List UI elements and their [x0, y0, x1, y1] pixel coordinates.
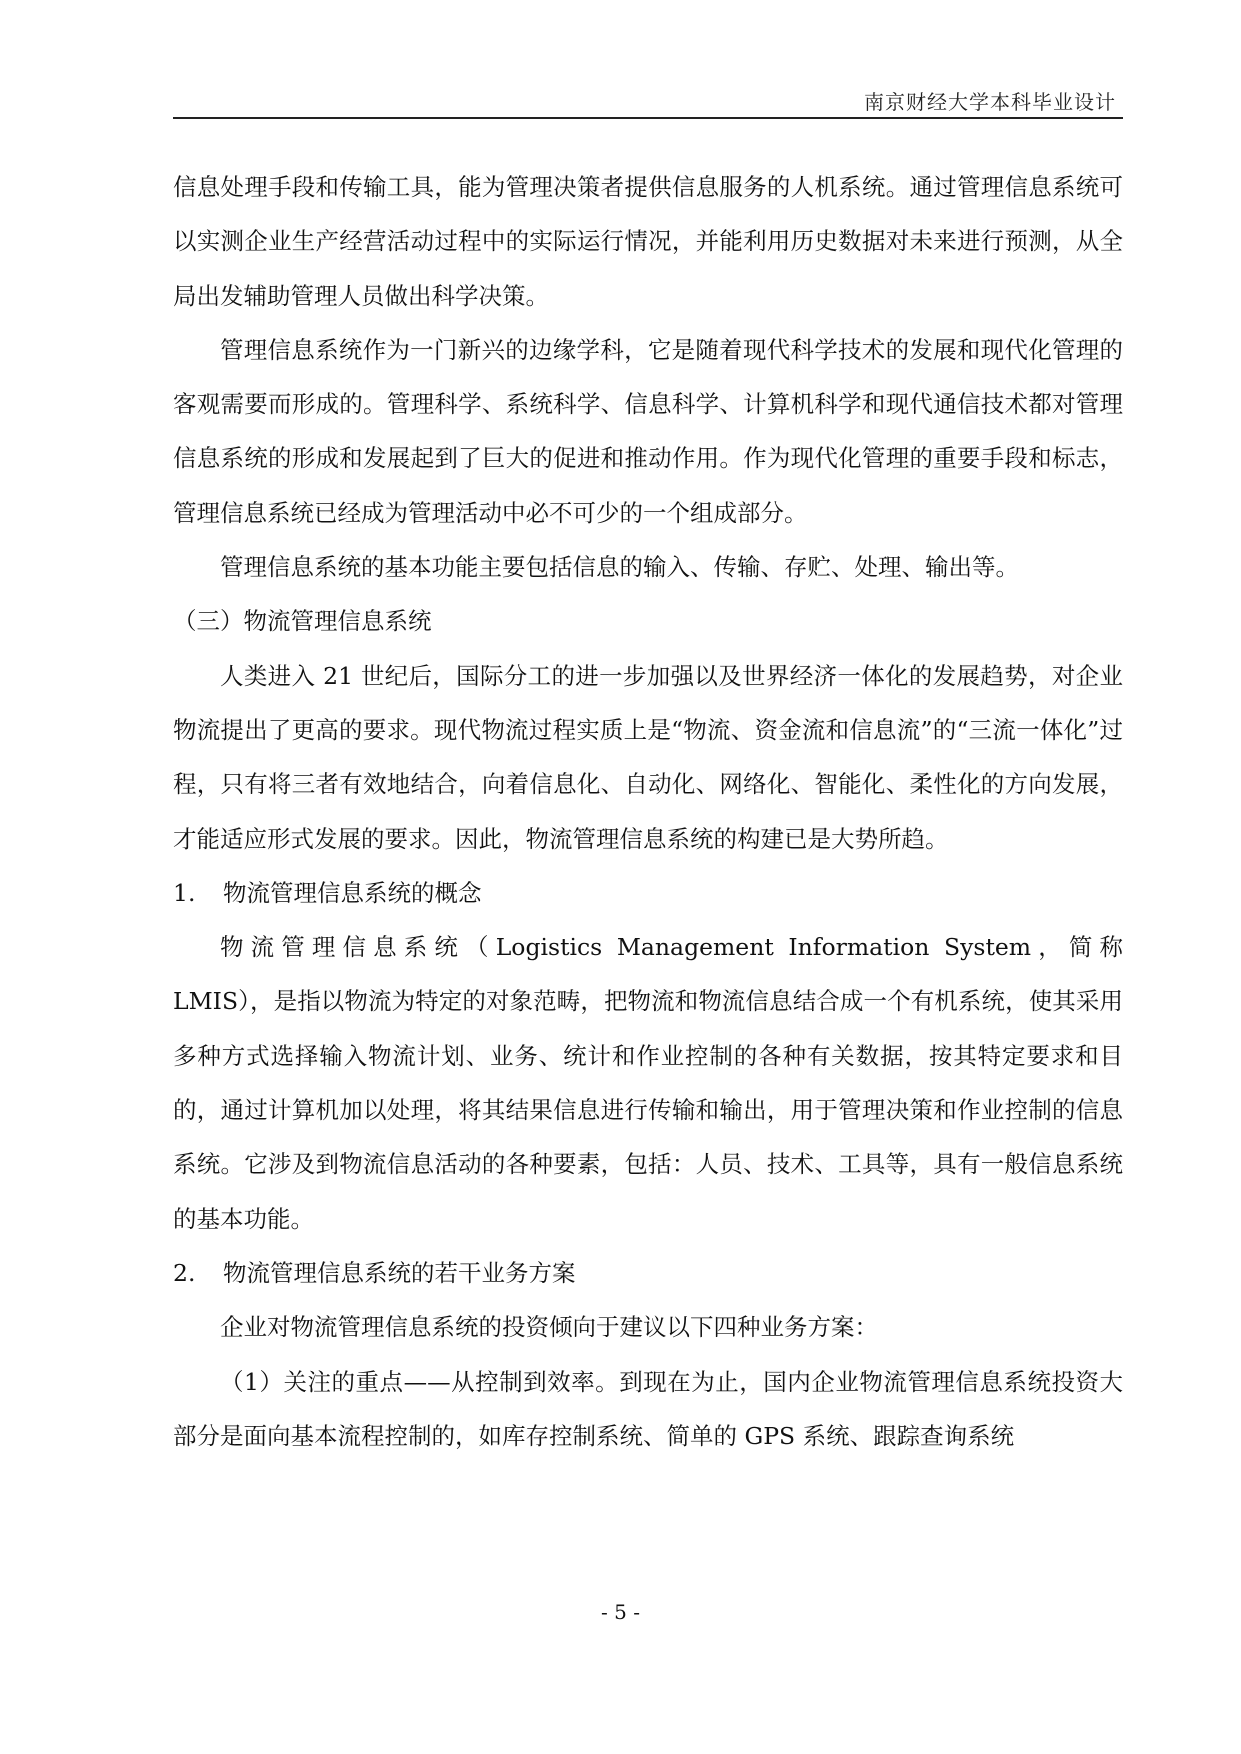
- paragraph: 物流管理信息系统（Logistics Management Information System，简称 LMIS），是指以物流为特定的对象范畴，把物流和物流信息结合成一个有机系统，使其采用多种方式选择输入物流计划、业务、统计和作业控制的各种有关数据，按其特定要求和目的，通过计算机加以处理，将其结果信息进行传输和输出，用于管理决策和作业控制的信息系统。它涉及到物流信息活动的各种要素，包括：人员、技术、工具等，具有一般信息系统的基本功能。: [173, 933, 1123, 1233]
- body-text: [173, 160, 1123, 1463]
- header-rule: [173, 117, 1123, 119]
- page-number: - 5 -: [601, 1600, 640, 1624]
- paragraph: 管理信息系统的基本功能主要包括信息的输入、传输、存贮、处理、输出等。: [220, 553, 1019, 582]
- paragraph: （1）关注的重点——从控制到效率。到现在为止，国内企业物流管理信息系统投资大部分是面向基本流程控制的，如库存控制系统、简单的 GPS 系统、跟踪查询系统: [173, 1367, 1123, 1450]
- section-heading: （三）物流管理信息系统: [173, 607, 432, 636]
- page-header-title: 南京财经大学本科毕业设计: [864, 90, 1116, 114]
- heading-number: 2.: [173, 1258, 196, 1287]
- heading-text: 物流管理信息系统的若干业务方案: [223, 1258, 576, 1287]
- heading-number: 1.: [173, 878, 196, 907]
- heading-text: 物流管理信息系统的概念: [223, 878, 482, 907]
- numbered-heading-1: [173, 866, 1123, 920]
- numbered-heading-2: [173, 1246, 1123, 1300]
- paragraph: 管理信息系统作为一门新兴的边缘学科，它是随着现代科学技术的发展和现代化管理的客观需要而形成的。管理科学、系统科学、信息科学、计算机科学和现代通信技术都对管理信息系统的形成和发展起到了巨大的促进和推动作用。作为现代化管理的重要手段和标志，管理信息系统已经成为管理活动中必不可少的一个组成部分。: [173, 335, 1123, 527]
- paragraph: 人类进入 21 世纪后，国际分工的进一步加强以及世界经济一体化的发展趋势，对企业物流提出了更高的要求。现代物流过程实质上是“物流、资金流和信息流”的“三流一体化”过程，只有将三者有效地结合，向着信息化、自动化、网络化、智能化、柔性化的方向发展，才能适应形式发展的要求。因此，物流管理信息系统的构建已是大势所趋。: [173, 661, 1123, 853]
- paragraph: 企业对物流管理信息系统的投资倾向于建议以下四种业务方案：: [220, 1313, 878, 1342]
- paragraph-continuation: 信息处理手段和传输工具，能为管理决策者提供信息服务的人机系统。通过管理信息系统可以实测企业生产经营活动过程中的实际运行情况，并能利用历史数据对未来进行预测，从全局出发辅助管理人员做出科学决策。: [173, 173, 1123, 310]
